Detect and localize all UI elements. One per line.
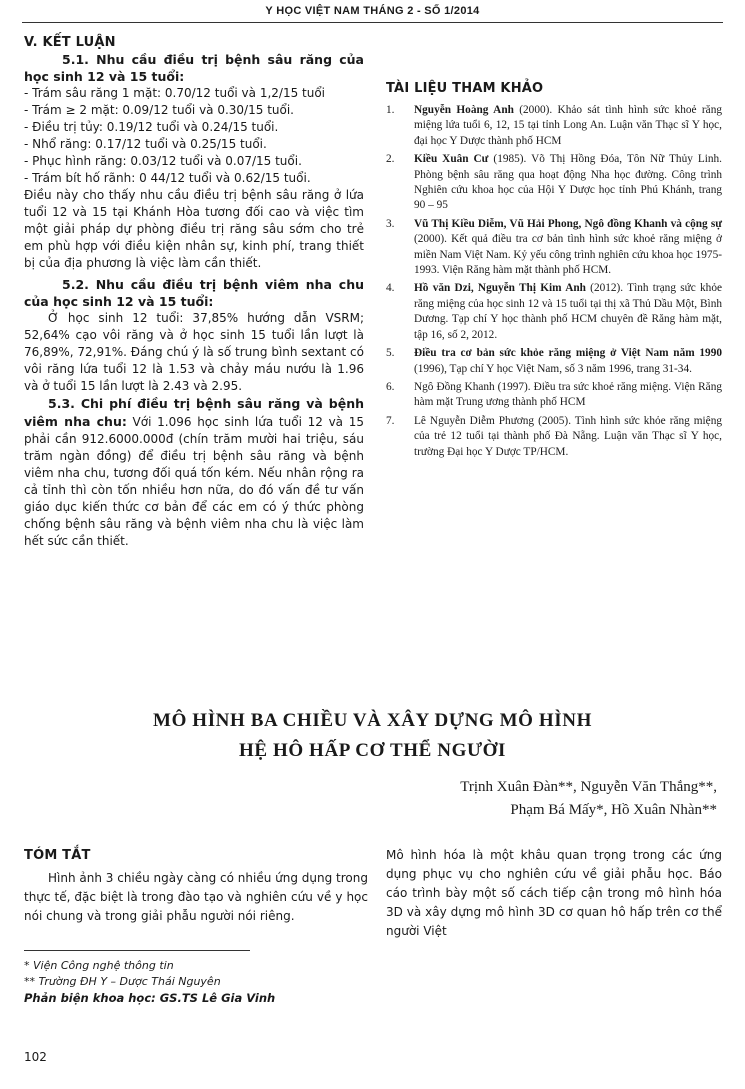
article-title-line-1: MÔ HÌNH BA CHIỀU VÀ XÂY DỰNG MÔ HÌNH [153, 710, 592, 731]
footnotes [24, 958, 368, 1006]
footnote-divider [24, 950, 250, 951]
reference-item: 3. Vũ Thị Kiều Diễm, Vũ Hải Phong, Ngô đồng Khanh và cộng sự (2000). Kết quả điều tra cơ bản tình hình sức khoẻ răng miệng ở miền Nam Việt Nam. Kỷ yếu công trình nghiên cứu khoa học 1975- 1993. Viện Răng hàm mặt thành phố HCM. [386, 217, 722, 277]
reference-item: 6. Ngô Đồng Khanh (1997). Điều tra sức khoẻ răng miệng. Viện Răng hàm mặt Trung ương thành phố HCM [386, 380, 722, 409]
list-item: - Điều trị tủy: 0.19/12 tuổi và 0.24/15 tuổi. [24, 120, 279, 134]
reference-item: 5. Điều tra cơ bản sức khỏe răng miệng ở Việt Nam năm 1990 (1996), Tạp chí Y học Việt Nam, số 3 năm 1996, trang 31-34. [386, 347, 722, 375]
section-5-3-title: 5.3. Chi phí điều trị bệnh sâu răng và bệnh viêm nha chu: [24, 396, 364, 429]
list-item: - Nhổ răng: 0.17/12 tuổi và 0.25/15 tuổi. [24, 137, 267, 151]
summary-paragraph-left: Hình ảnh 3 chiều ngày càng có nhiều ứng dụng trong thực tế, đặc biệt là trong đào tạo và nghiên cứu về y học nói chung và trong giải phẫu người nói riêng. [24, 871, 368, 923]
summary-right-column [386, 846, 722, 941]
authors-line-1: Trịnh Xuân Đàn**, Nguyễn Văn Thắng**, [460, 779, 717, 795]
reference-item: 1. Nguyễn Hoàng Anh (2000). Khảo sát tình hình sức khoẻ răng miệng lứa tuổi 6, 12, 15 tại tỉnh Long An. Luận văn Thạc sĩ Y học, đại học Y Dược thành phố HCM [386, 104, 722, 147]
list-item: - Trám bít hố rãnh: 0 44/12 tuổi và 0.62/15 tuổi. [24, 171, 311, 185]
list-item: - Phục hình răng: 0.03/12 tuổi và 0.07/15 tuổi. [24, 154, 302, 168]
footnote-2: ** Trường ĐH Y – Dược Thái Nguyên [24, 975, 221, 988]
section-5-2-paragraph: Ở học sinh 12 tuổi: 37,85% hướng dẫn VSRM; 52,64% cạo vôi răng và ở học sinh 15 tuổi lần lượt là 76,89%, 72,91%. Đáng chú ý là số trung bình sextant có vôi răng lứa tuổi 12 là 1.53 và chảy máu nướu là 1.96 và ở tuổi 15 lần lượt là 2.43 và 2.95. [24, 311, 364, 393]
section-5-1-paragraph: Điều này cho thấy nhu cầu điều trị bệnh sâu răng ở lứa tuổi 12 và 15 tại Khánh Hòa tương đối cao và việc tìm một giải pháp dự phòng điều trị răng sâu sớm cho trẻ em phù hợp với điều kiện nhân sự, kinh phí, trang thiết bị của địa phương là việc làm cần thiết. [24, 188, 364, 270]
conclusion-heading: V. KẾT LUẬN [24, 35, 116, 50]
footnote-1: * Viện Công nghệ thông tin [24, 959, 174, 972]
reviewer-note: Phản biện khoa học: GS.TS Lê Gia Vinh [24, 991, 276, 1005]
running-head: Y HỌC VIỆT NAM THÁNG 2 - SỐ 1/2014 [22, 0, 723, 23]
list-item: - Trám sâu răng 1 mặt: 0.70/12 tuổi và 1,2/15 tuổi [24, 86, 326, 100]
article-title-line-2: HỆ HÔ HẤP CƠ THỂ NGƯỜI [238, 740, 507, 761]
article-authors [460, 776, 717, 822]
page-number: 102 [24, 1050, 47, 1064]
reference-item: 7. Lê Nguyễn Diễm Phương (2005). Tình hình sức khỏe răng miệng của trẻ 12 tuổi tại thành phố Đà Nẵng. Luận văn Thạc sĩ Y học, trường Đại học Y Dược TP/HCM. [386, 414, 722, 458]
section-5-1-title: 5.1. Nhu cầu điều trị bệnh sâu răng của học sinh 12 và 15 tuổi: [24, 52, 364, 84]
list-item: - Trám ≥ 2 mặt: 0.09/12 tuổi và 0.30/15 tuổi. [24, 103, 294, 117]
authors-line-2: Phạm Bá Mấy*, Hồ Xuân Nhàn** [510, 802, 717, 818]
references-heading: TÀI LIỆU THAM KHẢO [386, 81, 544, 96]
references-section [386, 34, 722, 463]
section-5-2-title: 5.2. Nhu cầu điều trị bệnh viêm nha chu của học sinh 12 và 15 tuổi: [24, 277, 364, 309]
article-title [40, 706, 705, 766]
summary-paragraph-right: Mô hình hóa là một khâu quan trọng trong các ứng dụng phục vụ cho nghiên cứu về giải phẫu học. Báo cáo trình bày một số cách tiếp cận trong mô hình hóa 3D và xây dựng mô hình 3D cơ quan hô hấp trên cơ thể người Việt [386, 848, 722, 938]
reference-item: 2. Kiều Xuân Cư (1985). Võ Thị Hồng Đóa, Tôn Nữ Thủy Linh. Phòng bệnh sâu răng qua hoạt động Nha học đường. Công trình Nghiên cứu khoa học của Hội Y Dược học tỉnh Phú Khánh, trang 90 – 95 [386, 153, 722, 212]
conclusion-section [24, 34, 364, 550]
summary-left-column [24, 846, 368, 926]
section-5-3-paragraph [24, 395, 364, 550]
section-5-3-text: Với 1.096 học sinh lứa tuổi 12 và 15 phải cần 912.6000.000đ (chín trăm mười hai triệu, sáu trăm ngàn đồng) để điều trị bệnh sâu răng và bệnh viêm nha chu, tương đối quá tốn kém. Nếu nhân rộng ra cả tỉnh thì còn tốn nhiều hơn nữa, do đó vấn đề tư vấn giáo dục kiến thức cơ bản để các em có ý thức phòng chống bệnh sâu răng và bệnh viêm nha chu là việc làm hết sức cần thiết. [24, 415, 364, 548]
reference-list [386, 103, 722, 460]
reference-item: 4. Hồ văn Dzi, Nguyễn Thị Kim Anh (2012). Tình trạng sức khỏe răng miệng của học sinh 12 và 15 tuổi tại thị xã Thủ Dầu Một, Bình Dương. Tạp chí Y học thành phố HCM chuyên đề Răng hàm mặt, tập 16, số 2, 2012. [386, 282, 722, 341]
summary-heading: TÓM TẮT [24, 848, 91, 863]
